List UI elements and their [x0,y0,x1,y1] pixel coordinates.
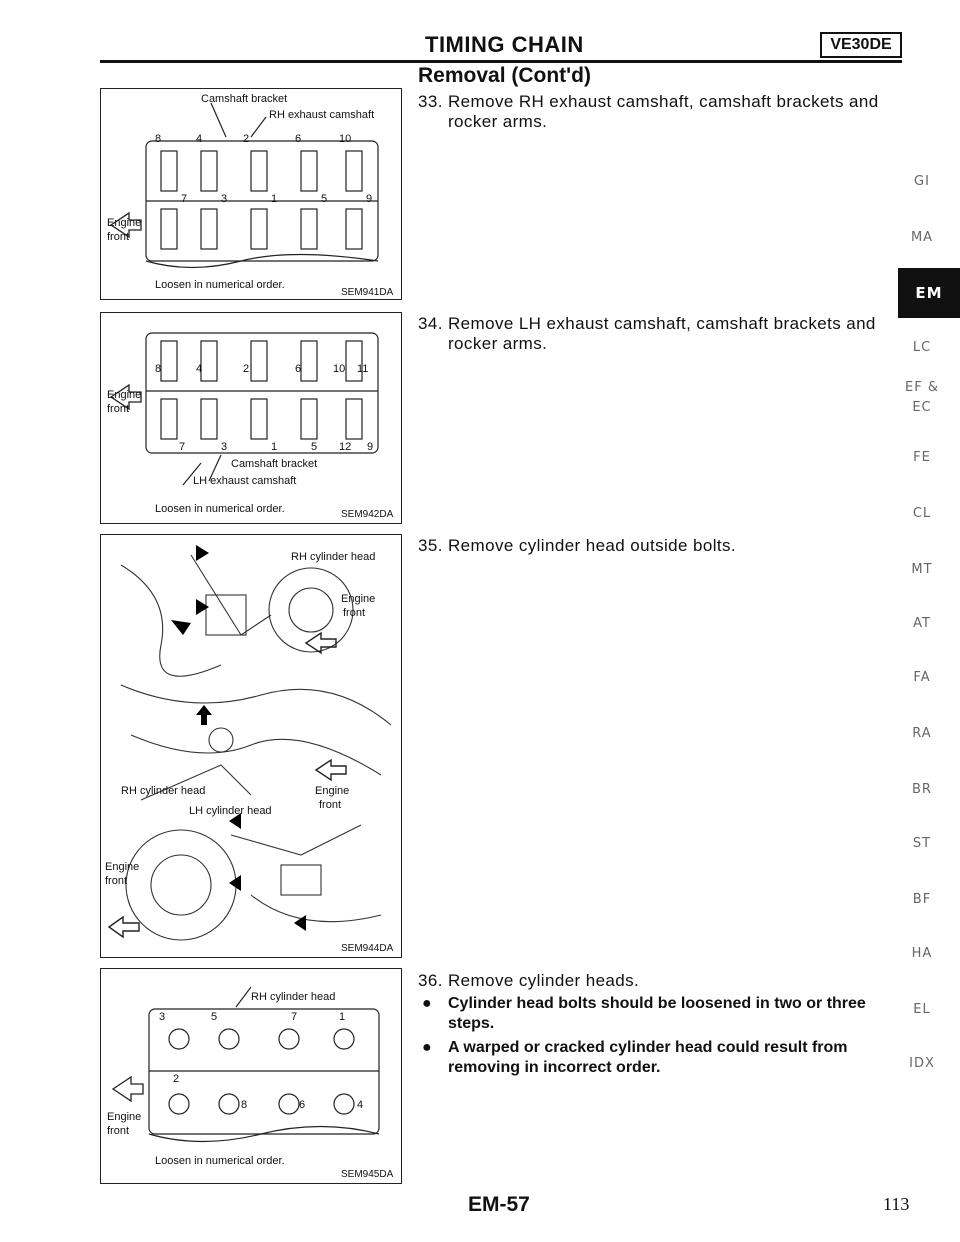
step-33 [418,92,908,132]
fig2-bolt-3: 3 [221,441,228,453]
step-36-number: 36. [418,971,443,990]
fig1-bolt-10: 10 [339,133,352,145]
fig3-label-front-1: front [343,607,366,619]
fig4-bolt-6: 6 [299,1099,306,1111]
note-loosen-steps-text: Cylinder head bolts should be loosened in two or three steps. [448,995,866,1032]
fig1-label-bracket: Camshaft bracket [201,93,288,105]
side-tab-br[interactable]: BR [912,782,932,797]
fig2-bolt-6: 6 [295,363,302,375]
step-33-text: Remove RH exhaust camshaft, camshaft brackets and rocker arms. [448,92,879,131]
fig3-label-rh-head-1: RH cylinder head [291,551,376,563]
side-tab-fe[interactable]: FE [913,450,931,465]
fig2-label-engine: Engine [107,389,142,401]
side-tab-ef[interactable]: EF & [905,380,939,395]
fig4-bolt-1: 1 [339,1011,346,1023]
fig2-bolt-10: 10 [333,363,346,375]
page-code: EM-57 [468,1193,530,1216]
bullet-icon: ● [422,995,432,1012]
fig1-bolt-8: 8 [155,133,162,145]
fig1-label-camshaft: RH exhaust camshaft [269,109,375,121]
step-35-number: 35. [418,536,443,555]
fig3-label-rh-head-2: RH cylinder head [121,785,206,797]
header-rule [100,60,902,63]
side-tab-fa[interactable]: FA [913,670,931,685]
note-loosen-steps [418,994,898,1034]
side-tab-el[interactable]: EL [913,1002,931,1017]
fig4-bolt-4: 4 [357,1099,364,1111]
step-34-number: 34. [418,314,443,333]
page-section-title: TIMING CHAIN [425,32,584,57]
side-tab-cl[interactable]: CL [912,506,932,521]
side-tab-idx[interactable]: IDX [909,1056,935,1071]
fig4-bolt-3: 3 [159,1011,166,1023]
figure-cylinder-head-bolts [100,968,402,1184]
figure-cylinder-head-outside-bolts [100,534,402,958]
fig2-bolt-8: 8 [155,363,162,375]
fig1-bolt-7: 7 [181,193,188,205]
step-36-text: Remove cylinder heads. [448,971,640,990]
side-tab-bf[interactable]: BF [912,892,932,907]
fig1-label-front: front [107,231,130,243]
fig2-bolt-12: 12 [339,441,352,453]
fig1-bolt-3: 3 [221,193,228,205]
side-tab-gi[interactable]: GI [914,174,930,189]
fig2-label-bracket: Camshaft bracket [231,458,318,470]
subsection-title: Removal (Cont'd) [418,64,591,87]
note-warped-head [418,1038,898,1078]
side-tab-ec[interactable]: EC [912,400,932,415]
fig4-bolt-7: 7 [291,1011,298,1023]
fig2-bolt-11: 11 [357,363,369,375]
fig4-code: SEM945DA [341,1169,394,1180]
fig4-bolt-8: 8 [241,1099,248,1111]
fig3-label-front-3: front [105,875,128,887]
fig1-bolt-5: 5 [321,193,328,205]
side-tab-ra[interactable]: RA [912,726,932,741]
fig3-label-lh-head: LH cylinder head [189,805,272,817]
step-34 [418,314,908,354]
side-tab-st[interactable]: ST [912,836,932,851]
engine-model-badge: VE30DE [820,32,902,58]
fig1-bolt-6: 6 [295,133,302,145]
side-tab-lc[interactable]: LC [912,340,932,355]
fig4-label-head: RH cylinder head [251,991,336,1003]
figure-lh-exhaust-camshaft [100,312,402,524]
fig3-label-front-2: front [319,799,342,811]
fig2-bolt-2: 2 [243,363,250,375]
step-35-text: Remove cylinder head outside bolts. [448,536,737,555]
fig4-bolt-2: 2 [173,1073,180,1085]
fig3-label-engine-2: Engine [315,785,350,797]
fig2-caption: Loosen in numerical order. [155,503,285,515]
step-36 [418,971,908,991]
step-33-number: 33. [418,92,443,111]
side-tab-ha[interactable]: HA [911,946,933,961]
fig3-code: SEM944DA [341,943,394,954]
note-warped-head-text: A warped or cracked cylinder head could result from removing in incorrect order. [448,1039,848,1076]
fig2-bolt-5: 5 [311,441,318,453]
side-tab-at[interactable]: AT [913,616,931,631]
side-tab-ma[interactable]: MA [910,230,934,245]
fig3-label-engine-3: Engine [105,861,140,873]
fig1-bolt-9: 9 [366,193,373,205]
fig1-code: SEM941DA [341,287,394,298]
fig2-bolt-4: 4 [196,363,203,375]
bullet-icon: ● [422,1039,432,1056]
step-35 [418,536,908,556]
fig2-code: SEM942DA [341,509,394,520]
fig3-label-engine-1: Engine [341,593,376,605]
fig2-label-front: front [107,403,130,415]
fig4-bolt-5: 5 [211,1011,218,1023]
fig2-bolt-7: 7 [179,441,186,453]
fig2-bolt-1: 1 [271,441,278,453]
fig4-caption: Loosen in numerical order. [155,1155,285,1167]
fig2-label-camshaft: LH exhaust camshaft [193,475,297,487]
step-34-text: Remove LH exhaust camshaft, camshaft brackets and rocker arms. [448,314,876,353]
side-tab-em-active[interactable]: EM [898,268,960,318]
fig1-caption: Loosen in numerical order. [155,279,285,291]
fig4-label-engine: Engine [107,1111,142,1123]
fig4-label-front: front [107,1125,130,1137]
fig1-bolt-4: 4 [196,133,203,145]
lh-camshaft-bracket-drawing [101,313,401,523]
page-number: 113 [883,1194,910,1214]
fig1-label-engine: Engine [107,217,142,229]
fig1-bolt-2: 2 [243,133,250,145]
figure-rh-exhaust-camshaft [100,88,402,300]
side-tab-mt[interactable]: MT [911,562,933,577]
fig1-bolt-1: 1 [271,193,278,205]
fig2-bolt-9: 9 [367,441,374,453]
